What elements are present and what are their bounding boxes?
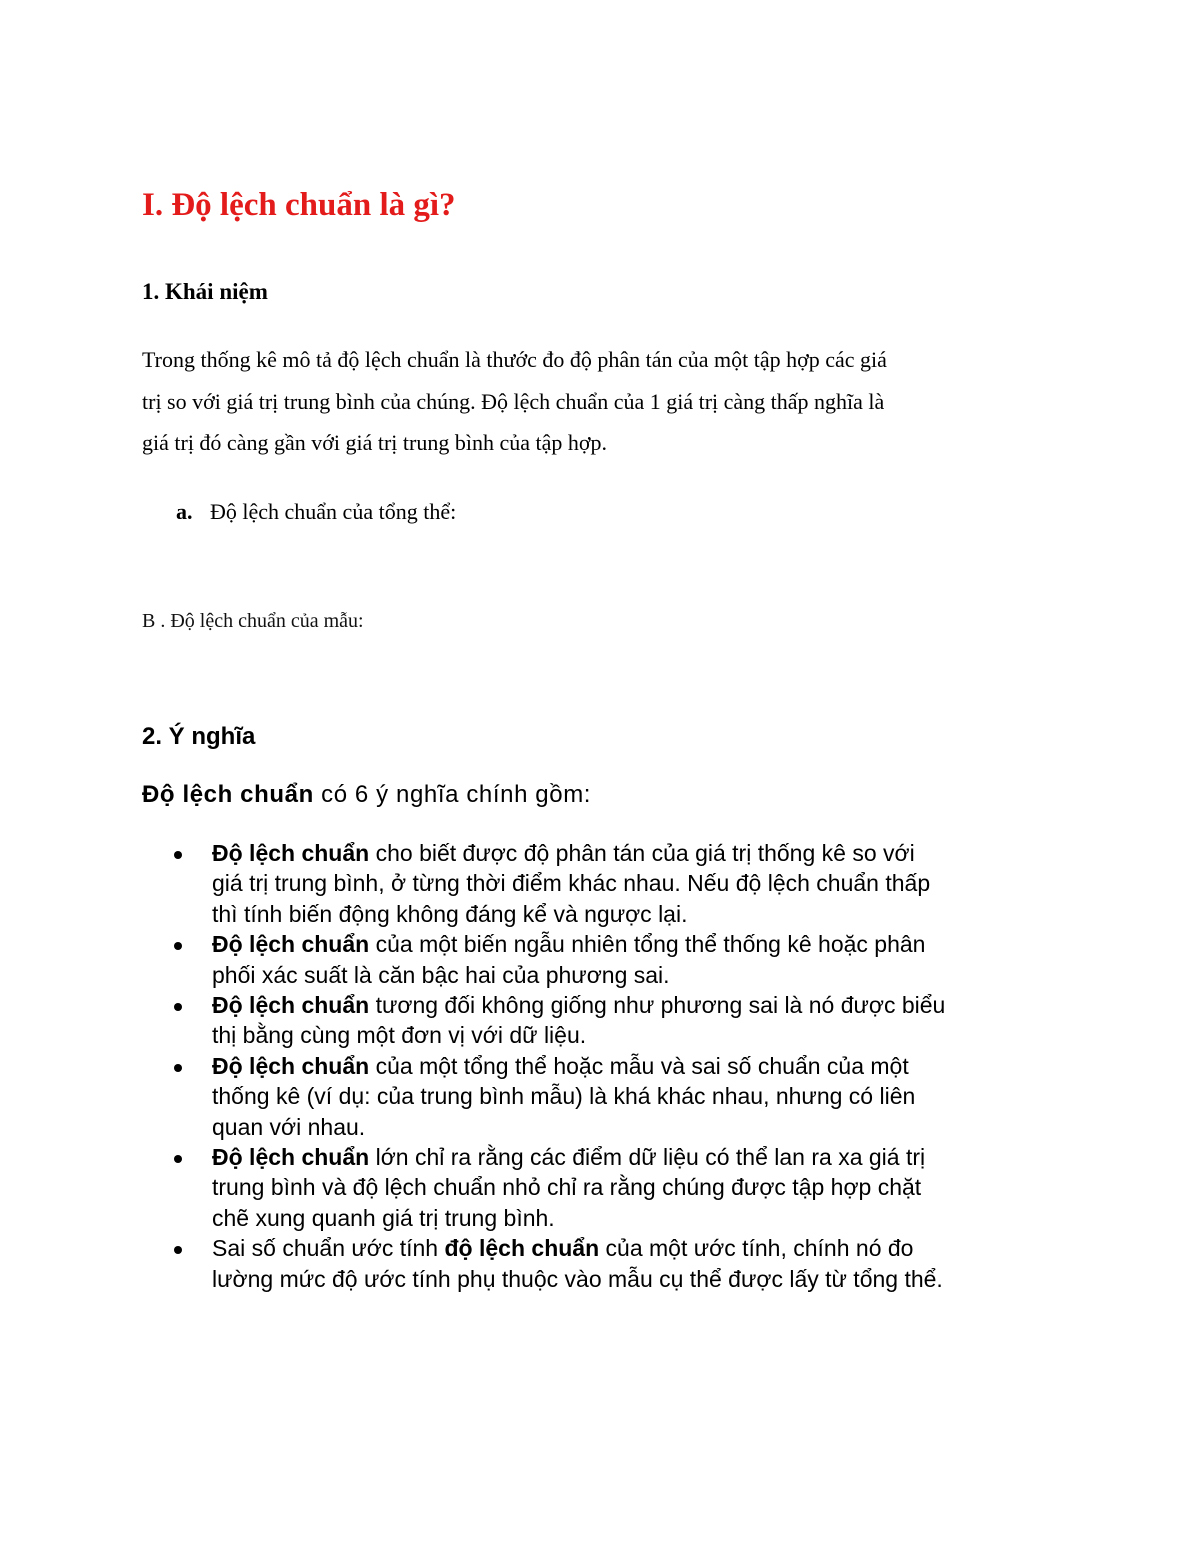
bullet-line: thị bằng cùng một đơn vị với dữ liệu. [212, 1022, 587, 1049]
bullet-bold-term: Độ lệch chuẩn [212, 1052, 370, 1079]
bullet-item-4 [168, 1051, 1068, 1142]
list-item-a [176, 494, 456, 530]
bullet-text: cho biết được độ phân tán của giá trị thống kê so với [369, 840, 915, 866]
bullet-dot-icon [174, 1064, 182, 1072]
bullet-item-1 [168, 838, 1068, 929]
bullet-line: quan với nhau. [212, 1113, 366, 1140]
section-1-title: 1. Khái niệm [142, 279, 268, 304]
bullet-item-3 [168, 990, 1068, 1051]
bullet-line [212, 990, 1068, 1020]
bullet-line [212, 1233, 1068, 1263]
paragraph-line: giá trị đó càng gần với giá trị trung bình của tập hợp. [142, 430, 607, 455]
bullet-prefix: Sai số chuẩn ước tính [212, 1235, 445, 1262]
bullet-text: lớn chỉ ra rằng các điểm dữ liệu có thể lan ra xa giá trị [369, 1144, 926, 1171]
bullet-line: thì tính biến động không đáng kể và ngược lại. [212, 900, 688, 927]
list-marker-a: a. [176, 499, 193, 524]
intro-rest: có 6 ý nghĩa chính gồm: [313, 781, 592, 808]
bullet-line: thống kê (ví dụ: của trung bình mẫu) là khá khác nhau, nhưng có liên [212, 1083, 916, 1110]
definition-paragraph [142, 339, 1072, 464]
bullet-item-6 [168, 1233, 1068, 1294]
bullet-line [212, 1051, 1068, 1081]
bullet-line [212, 838, 1068, 868]
bullet-text: của một ước tính, chính nó đo [599, 1235, 914, 1262]
bullet-bold-term: Độ lệch chuẩn [212, 840, 370, 866]
bullet-item-5 [168, 1142, 1068, 1233]
bullet-dot-icon [174, 1003, 182, 1011]
bullet-item-2 [168, 929, 1068, 990]
bullet-dot-icon [174, 851, 182, 859]
meaning-bullet-list [168, 838, 1068, 1294]
bullet-line [212, 1142, 1068, 1172]
bullet-text: của một biến ngẫu nhiên tổng thể thống kê hoặc phân [369, 931, 926, 958]
list-item-a-text: Độ lệch chuẩn của tổng thể: [210, 499, 457, 524]
section-2-title: 2. Ý nghĩa [142, 723, 256, 750]
section-2-intro [142, 776, 591, 814]
bullet-bold-term: Độ lệch chuẩn [212, 1144, 370, 1171]
bullet-text: của một tổng thể hoặc mẫu và sai số chuẩn của một [369, 1052, 909, 1079]
paragraph-line: trị so với giá trị trung bình của chúng. Độ lệch chuẩn của 1 giá trị càng thấp nghĩa là [142, 388, 885, 414]
bullet-text: tương đối không giống như phương sai là nó được biểu [369, 992, 946, 1019]
intro-bold-term: Độ lệch chuẩn [142, 781, 314, 808]
bullet-line: phối xác suất là căn bậc hai của phương sai. [212, 961, 670, 988]
bullet-dot-icon [174, 1155, 182, 1163]
bullet-bold-term: độ lệch chuẩn [444, 1235, 600, 1262]
bullet-line [212, 929, 1068, 959]
bullet-line: giá trị trung bình, ở từng thời điểm khác nhau. Nếu độ lệch chuẩn thấp [212, 870, 931, 897]
paragraph-line: Trong thống kê mô tả độ lệch chuẩn là thước đo độ phân tán của một tập hợp các giá [142, 347, 887, 372]
bullet-bold-term: Độ lệch chuẩn [212, 931, 370, 958]
bullet-line: lường mức độ ước tính phụ thuộc vào mẫu cụ thể được lấy từ tổng thể. [212, 1265, 943, 1292]
bullet-line: trung bình và độ lệch chuẩn nhỏ chỉ ra rằng chúng được tập hợp chặt [212, 1174, 922, 1201]
list-item-b: B . Độ lệch chuẩn của mẫu: [142, 610, 364, 632]
bullet-dot-icon [174, 1246, 182, 1254]
bullet-dot-icon [174, 942, 182, 950]
page-title: I. Độ lệch chuẩn là gì? [142, 187, 456, 223]
bullet-line: chẽ xung quanh giá trị trung bình. [212, 1204, 555, 1231]
bullet-bold-term: Độ lệch chuẩn [212, 992, 370, 1019]
